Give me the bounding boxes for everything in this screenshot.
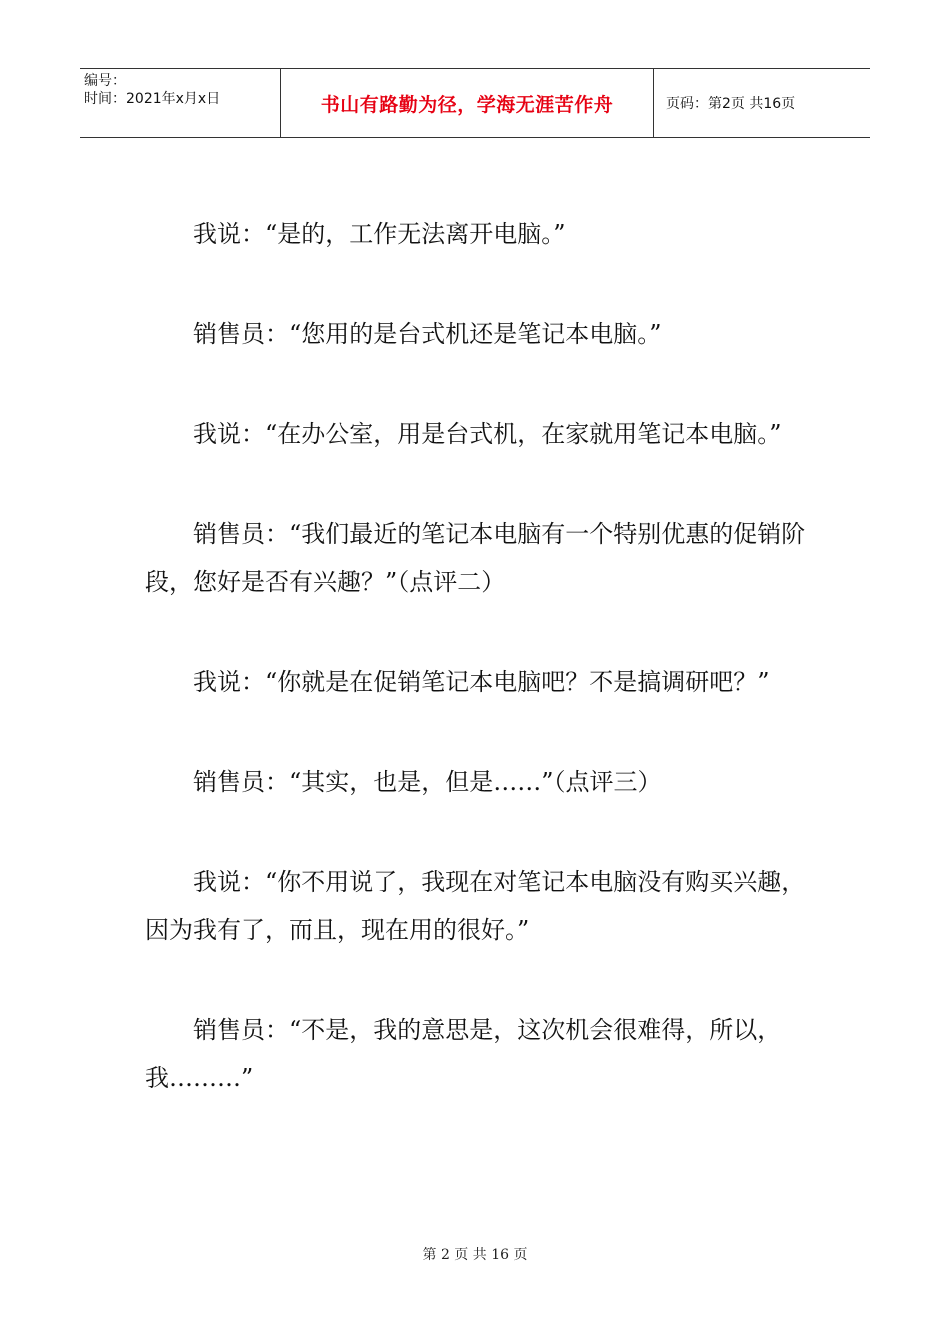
header-page-cell [654,69,870,137]
document-time-label: 时间：2021年x月x日 [84,91,221,107]
header-motto: 书山有路勤为径，学海无涯苦作舟 [320,93,614,116]
dialogue-paragraph: 销售员：“我们最近的笔记本电脑有一个特别优惠的促销阶段，您好是否有兴趣？”（点评二） [145,520,806,596]
header-page-info: 页码：第2页 共16页 [666,96,796,112]
page-header [80,68,870,138]
dialogue-paragraph: 我说：“是的，工作无法离开电脑。” [193,220,566,248]
header-meta-cell [80,69,281,137]
dialogue-paragraph: 我说：“你就是在促销笔记本电脑吧？不是搞调研吧？” [193,668,770,696]
document-number-label: 编号： [84,73,126,89]
footer-page-number: 第 2 页 共 16 页 [422,1247,528,1263]
document-body [145,210,810,1154]
page-footer [0,1244,950,1264]
dialogue-paragraph: 销售员：“其实，也是，但是……”（点评三） [193,768,662,796]
header-motto-cell [281,69,654,137]
dialogue-paragraph: 我说：“你不用说了，我现在对笔记本电脑没有购买兴趣，因为我有了，而且，现在用的很好。” [145,868,806,944]
dialogue-paragraph: 销售员：“不是，我的意思是，这次机会很难得，所以，我………” [145,1016,782,1092]
dialogue-paragraph: 销售员：“您用的是台式机还是笔记本电脑。” [193,320,662,348]
dialogue-paragraph: 我说：“在办公室，用是台式机，在家就用笔记本电脑。” [193,420,782,448]
